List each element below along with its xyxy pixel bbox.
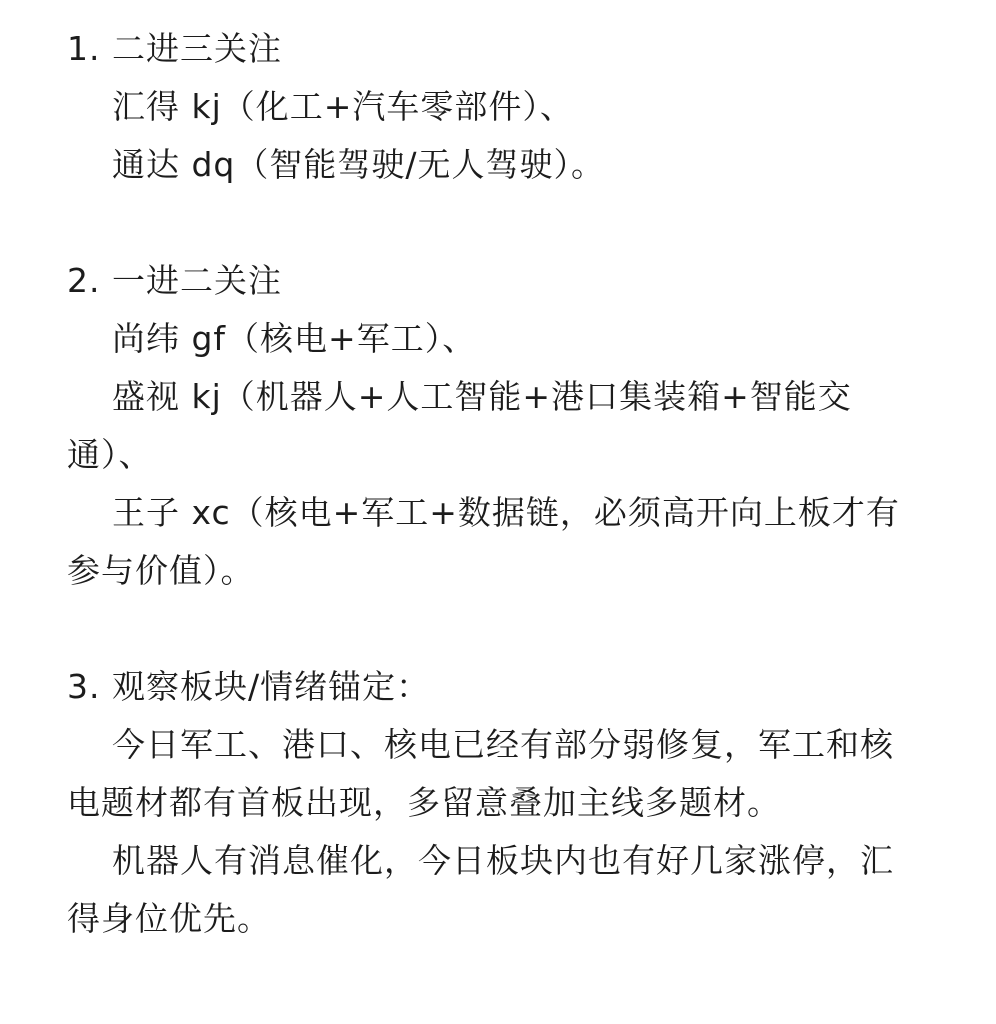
note-document: [67, 20, 927, 948]
paragraph: 王子 xc（核电+军工+数据链，必须高开向上板才有参与价值）。: [67, 493, 900, 590]
paragraph: 盛视 kj（机器人+人工智能+港口集装箱+智能交通）、: [67, 377, 852, 474]
paragraph: 今日军工、港口、核电已经有部分弱修复，军工和核电题材都有首板出现，多留意叠加主线多题材。: [67, 725, 894, 822]
section-divider: [67, 600, 927, 658]
section-heading: 2. 一进二关注: [67, 261, 282, 300]
section-1: [67, 20, 927, 194]
paragraph: 通达 dq（智能驾驶/无人驾驶）。: [112, 145, 606, 184]
paragraph: 汇得 kj（化工+汽车零部件）、: [112, 87, 574, 126]
section-heading: 1. 二进三关注: [67, 29, 282, 68]
paragraph: 尚纬 gf（核电+军工）、: [112, 319, 477, 358]
section-divider: [67, 194, 927, 252]
section-2: [67, 252, 927, 600]
section-3: [67, 658, 927, 948]
section-heading: 3. 观察板块/情绪锚定：: [67, 667, 431, 706]
paragraph: 机器人有消息催化，今日板块内也有好几家涨停，汇得身位优先。: [67, 841, 894, 938]
